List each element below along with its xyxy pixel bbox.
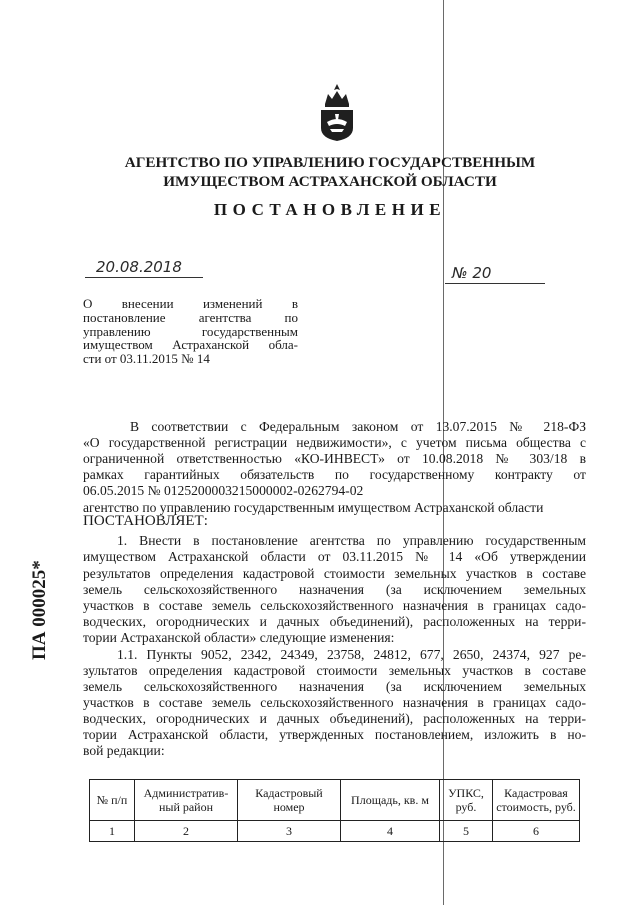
body-line: земель сельскохозяйственного назначения (за исключением земельных [83, 679, 586, 694]
table-number-cell: 3 [238, 821, 341, 842]
subject-line: имуществом Астраханской обла- [83, 337, 298, 353]
agency-title [60, 153, 600, 191]
body-line: вой редакции: [83, 743, 165, 758]
table-number-row [90, 821, 580, 842]
table-header-cell: № п/п [90, 780, 135, 821]
table-number-cell: 2 [135, 821, 238, 842]
table-number-cell: 5 [440, 821, 493, 842]
body-line: рамках гарантийных обязательств по государственному контракту от [83, 467, 586, 482]
body-line: тории Астраханской области, утвержденных постановлением, изложить в но- [83, 727, 586, 742]
body-line: водческих, огороднических и дачных объединений), расположенных на терри- [83, 614, 586, 629]
subject-line: постановление агентства по [83, 309, 298, 325]
table-number-cell: 6 [493, 821, 580, 842]
table-header-cell: Кадастровый номер [238, 780, 341, 821]
table-header-row [90, 780, 580, 821]
body-line: В соответствии с Федеральным законом от 13.07.2015 № 218-ФЗ [130, 419, 586, 434]
date-underline [85, 277, 203, 278]
subject-line: управлению государственным [83, 323, 298, 339]
document-date: 20.08.2018 [96, 258, 182, 276]
body-line: участков в составе земель сельскохозяйственного назначения в границах садо- [83, 695, 586, 710]
document-type: ПОСТАНОВЛЕНИЕ [213, 200, 447, 219]
body-line: тории Астраханской области» следующие изменения: [83, 630, 395, 645]
document-number: № 20 [452, 264, 492, 282]
body-line: ограниченной ответственностью «КО-ИНВЕСТ» от 10.08.2018 № 303/18 в [83, 451, 586, 466]
astrakhan-coat-of-arms-icon [317, 82, 357, 142]
subject-line: сти от 03.11.2015 № 14 [83, 351, 210, 367]
table-number-cell: 4 [341, 821, 440, 842]
number-underline [445, 283, 545, 284]
body-line: 1. Внести в постановление агентства по управлению государственным [117, 533, 586, 548]
body-line: 06.05.2015 № 0125200003215000002-0262794-02 [83, 483, 364, 498]
body-line: участков в составе земель сельскохозяйственного назначения в границах садо- [83, 598, 586, 613]
body-line: зультатов определения кадастровой стоимости земельных участков в составе [83, 663, 586, 678]
agency-title-line2: ИМУЩЕСТВОМ АСТРАХАНСКОЙ ОБЛАСТИ [163, 173, 497, 190]
body-line: ПОСТАНОВЛЯЕТ: [83, 513, 208, 529]
table-header-cell: Кадастровая стоимость, руб. [493, 780, 580, 821]
subject-line: О внесении изменений в [83, 296, 298, 311]
body-line: земель сельскохозяйственного назначения (за исключением земельных [83, 582, 586, 597]
table-header-cell: Площадь, кв. м [341, 780, 440, 821]
body-line: агентство по управлению государственным имуществом Астраханской области [83, 500, 544, 515]
cadastral-table [89, 779, 580, 842]
side-stamp-number: ПА 000025* [29, 560, 50, 660]
table-header-cell: Административ-ный район [135, 780, 238, 821]
body-line: 1.1. Пункты 9052, 2342, 24349, 23758, 24812, 677, 2650, 24374, 927 ре- [117, 647, 586, 662]
body-line: результатов определения кадастровой стоимости земельных участков в составе [83, 566, 586, 581]
agency-title-line1: АГЕНТСТВО ПО УПРАВЛЕНИЮ ГОСУДАРСТВЕННЫМ [124, 154, 536, 171]
body-line: имуществом Астраханской области от 03.11.2015 № 14 «Об утверждении [83, 549, 586, 564]
body-line: водческих, огороднических и дачных объединений), расположенных на терри- [83, 711, 586, 726]
body-line: «О государственной регистрации недвижимости», с учетом письма общества с [83, 435, 586, 450]
table-number-cell: 1 [90, 821, 135, 842]
document-subject [83, 297, 298, 366]
table-header-cell: УПКС, руб. [440, 780, 493, 821]
